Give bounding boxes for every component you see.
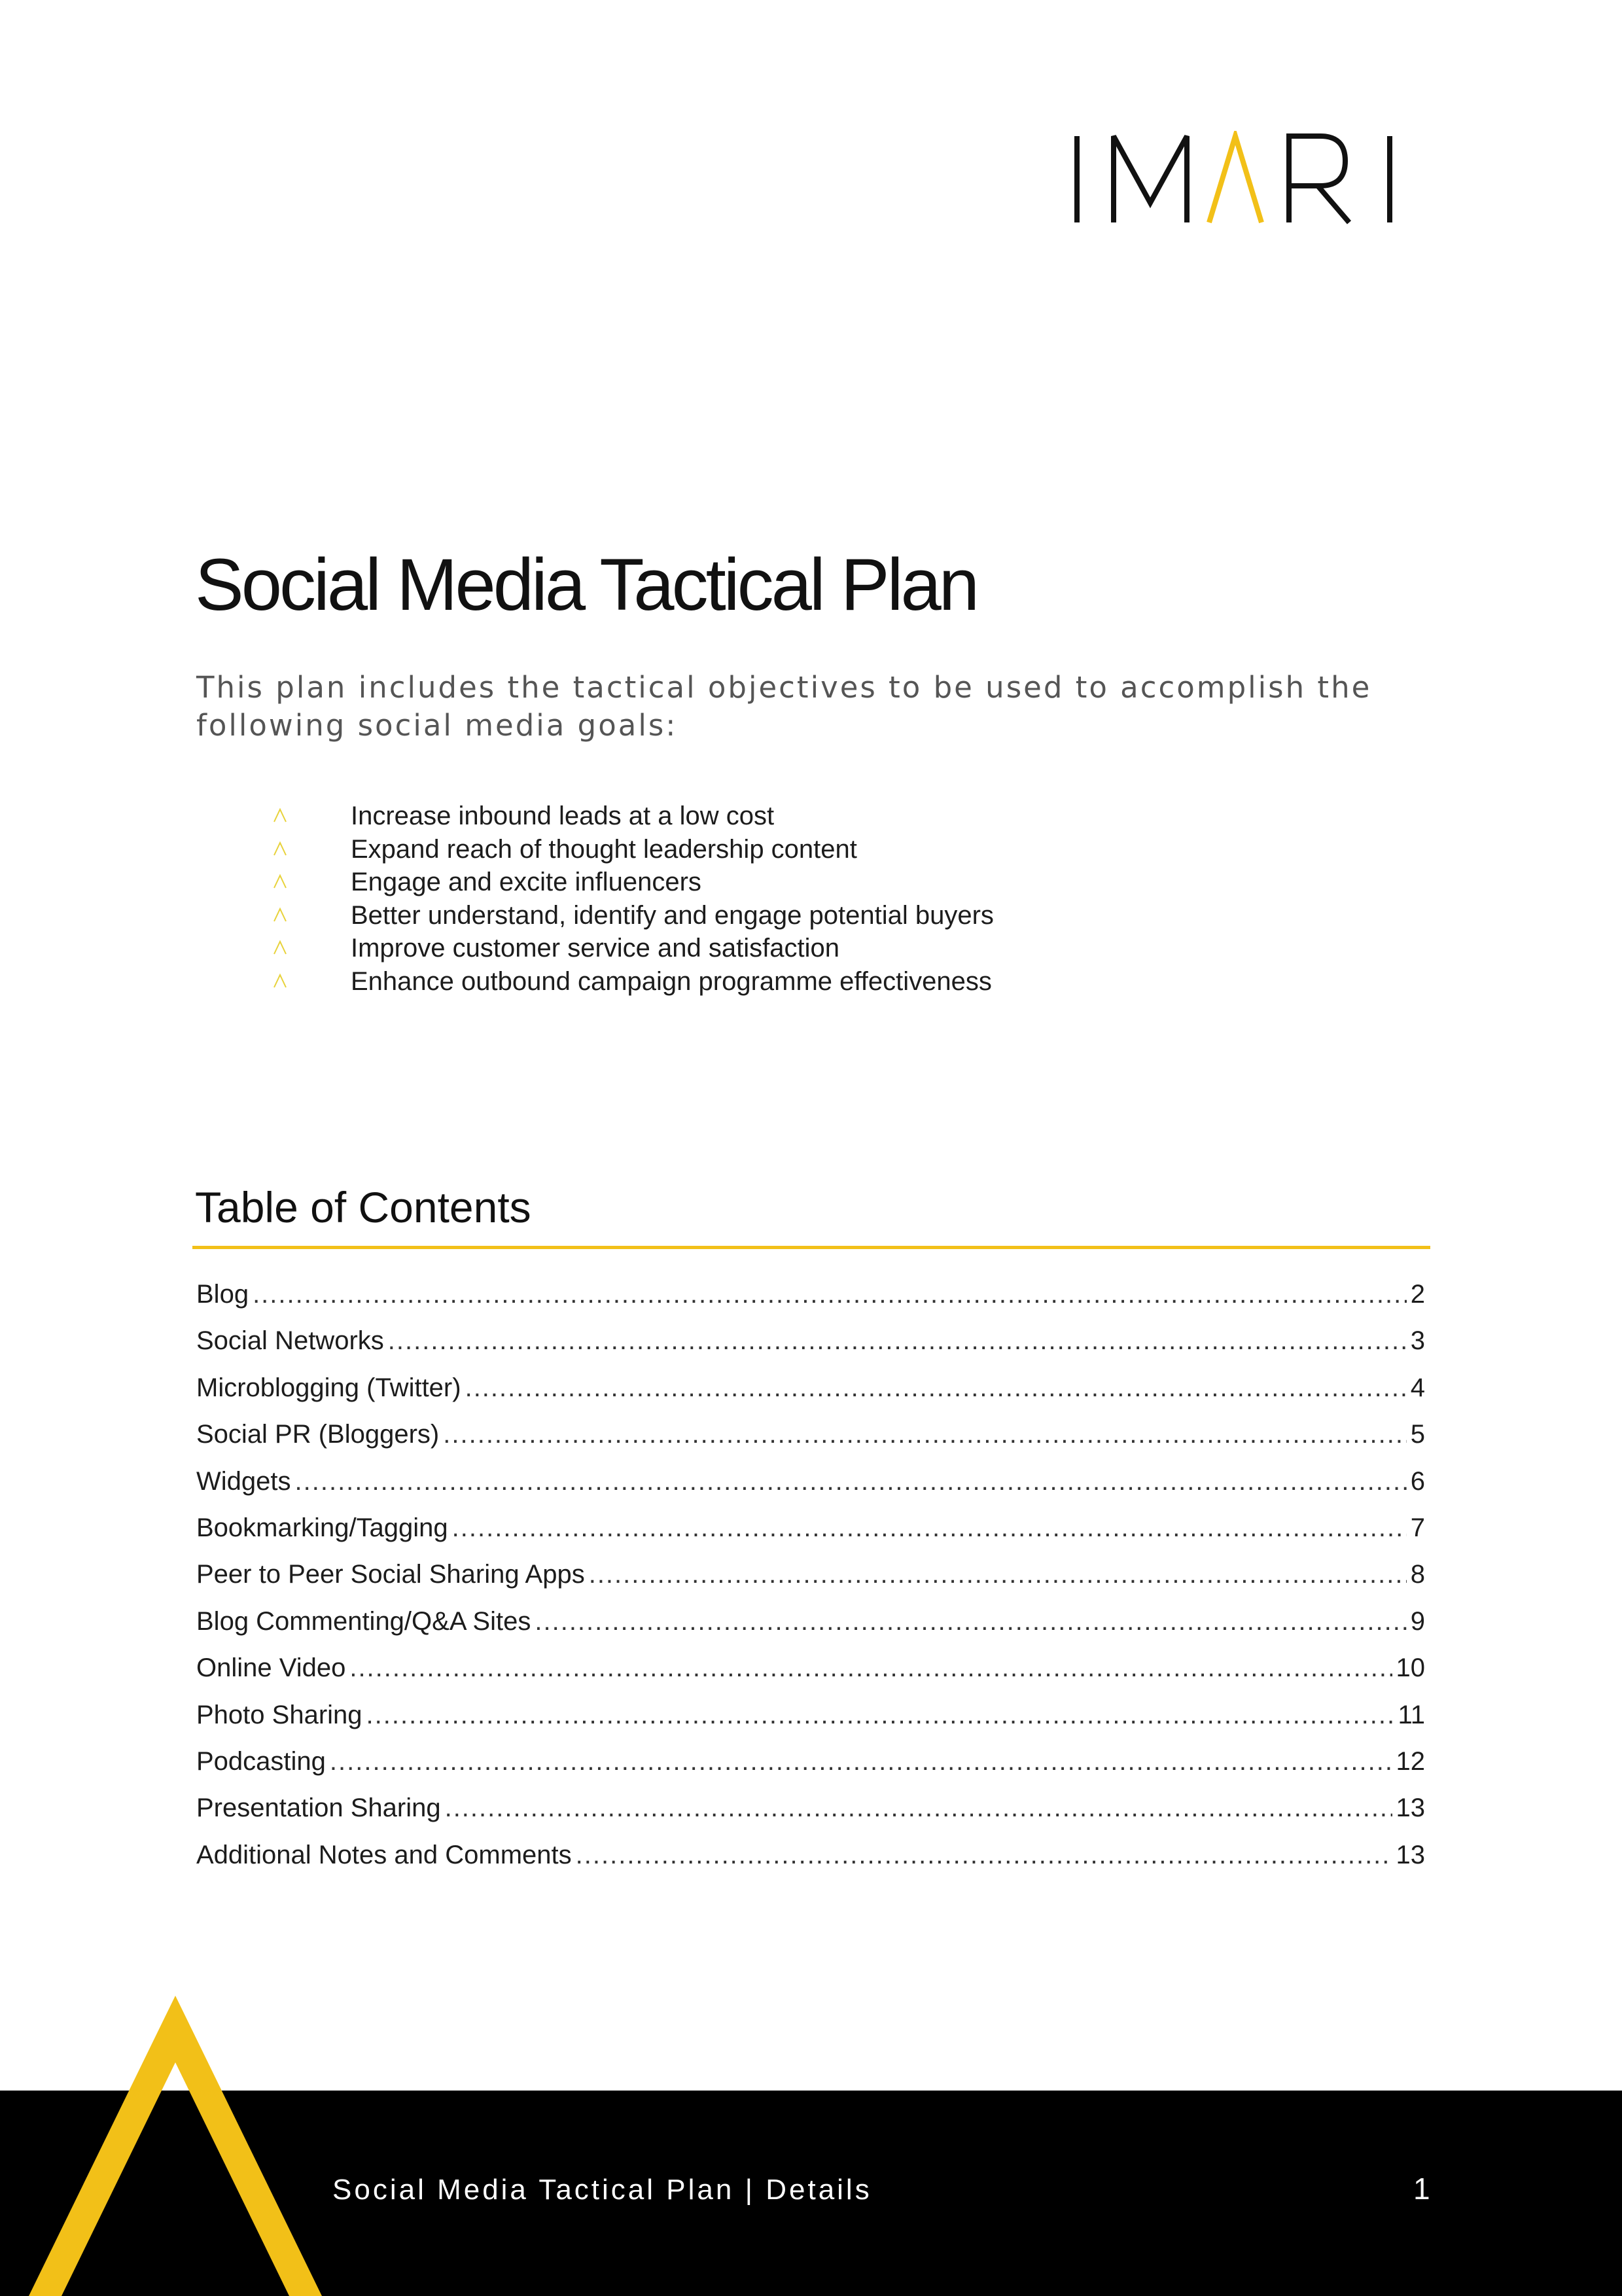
toc-entry-page: 7 xyxy=(1410,1513,1425,1542)
toc-entry-page: 6 xyxy=(1410,1466,1425,1496)
toc-entry[interactable] xyxy=(196,1508,1425,1555)
caret-up-icon xyxy=(272,841,288,857)
toc-leader-dots xyxy=(576,1835,1392,1875)
toc-entry[interactable] xyxy=(196,1602,1425,1648)
goal-text: Improve customer service and satisfaction xyxy=(351,934,839,963)
imari-logo xyxy=(1073,131,1394,229)
toc-entry-page: 4 xyxy=(1410,1373,1425,1402)
goal-text: Enhance outbound campaign programme effectiveness xyxy=(351,966,992,996)
chevron-accent-icon xyxy=(0,1989,340,2296)
toc-leader-dots xyxy=(452,1508,1407,1547)
toc-entry-label: Blog Commenting/Q&A Sites xyxy=(196,1606,531,1636)
goals-list xyxy=(268,800,994,998)
intro-paragraph: This plan includes the tactical objectives to be used to accomplish the following social media goals: xyxy=(196,670,1372,743)
toc-entry-label: Bookmarking/Tagging xyxy=(196,1513,448,1542)
toc-leader-dots xyxy=(535,1602,1406,1641)
toc-entry[interactable] xyxy=(196,1368,1425,1415)
toc-leader-dots xyxy=(253,1275,1407,1314)
toc-entry-page: 2 xyxy=(1410,1280,1425,1309)
toc-entry[interactable] xyxy=(196,1742,1425,1788)
goal-item xyxy=(268,800,994,833)
toc-entry-page: 12 xyxy=(1396,1746,1425,1776)
toc-entry-label: Peer to Peer Social Sharing Apps xyxy=(196,1560,585,1589)
document-title: Social Media Tactical Plan xyxy=(195,544,978,626)
toc-entry[interactable] xyxy=(196,1462,1425,1508)
toc-leader-dots xyxy=(589,1555,1407,1594)
toc-entry-page: 8 xyxy=(1410,1560,1425,1589)
goal-text: Better understand, identify and engage potential buyers xyxy=(351,900,994,930)
goal-text: Expand reach of thought leadership content xyxy=(351,834,857,864)
toc-entry-label: Widgets xyxy=(196,1466,291,1496)
toc-entry[interactable] xyxy=(196,1555,1425,1601)
goal-item xyxy=(268,833,994,866)
toc-leader-dots xyxy=(349,1648,1392,1687)
toc-entry-label: Photo Sharing xyxy=(196,1700,362,1729)
caret-up-icon xyxy=(272,874,288,889)
page-number: 1 xyxy=(1413,2172,1430,2206)
goal-item xyxy=(268,965,994,998)
toc-leader-dots xyxy=(330,1742,1392,1781)
toc-title: Table of Contents xyxy=(195,1183,531,1231)
toc-entry-label: Social Networks xyxy=(196,1326,384,1356)
toc-entry[interactable] xyxy=(196,1275,1425,1321)
toc-entry-label: Presentation Sharing xyxy=(196,1793,441,1823)
caret-up-icon xyxy=(272,907,288,923)
toc-entry-page: 9 xyxy=(1410,1606,1425,1636)
toc-entry-page: 13 xyxy=(1396,1793,1425,1823)
toc-entry-page: 5 xyxy=(1410,1420,1425,1449)
toc-leader-dots xyxy=(388,1321,1407,1360)
goal-item xyxy=(268,932,994,965)
toc-entry[interactable] xyxy=(196,1835,1425,1882)
toc-entry-label: Blog xyxy=(196,1280,249,1309)
footer-title: Social Media Tactical Plan | Details xyxy=(332,2174,872,2206)
toc-entry-label: Podcasting xyxy=(196,1746,326,1776)
toc-entry-label: Microblogging (Twitter) xyxy=(196,1373,461,1402)
toc-entry[interactable] xyxy=(196,1695,1425,1742)
toc-entry-label: Additional Notes and Comments xyxy=(196,1840,572,1869)
caret-up-icon xyxy=(272,807,288,823)
goal-text: Increase inbound leads at a low cost xyxy=(351,802,775,830)
toc-leader-dots xyxy=(295,1462,1407,1501)
toc-entry-page: 10 xyxy=(1396,1653,1425,1683)
caret-up-icon xyxy=(272,940,288,955)
toc-entry-label: Social PR (Bloggers) xyxy=(196,1420,440,1449)
goal-text: Engage and excite influencers xyxy=(351,868,701,896)
toc-leader-dots xyxy=(443,1415,1407,1454)
toc-leader-dots xyxy=(445,1788,1392,1828)
toc-entry[interactable] xyxy=(196,1321,1425,1368)
toc-entry-page: 11 xyxy=(1398,1700,1425,1729)
goal-item xyxy=(268,899,994,932)
goal-item xyxy=(268,866,994,899)
toc-entry[interactable] xyxy=(196,1788,1425,1835)
toc-entry[interactable] xyxy=(196,1648,1425,1695)
toc-entry-page: 13 xyxy=(1396,1840,1425,1869)
toc-entry[interactable] xyxy=(196,1415,1425,1461)
toc-leader-dots xyxy=(465,1368,1407,1407)
toc-leader-dots xyxy=(366,1695,1394,1735)
toc-divider xyxy=(192,1246,1430,1249)
toc-entry-label: Online Video xyxy=(196,1653,346,1683)
table-of-contents xyxy=(196,1275,1425,1882)
toc-entry-page: 3 xyxy=(1410,1326,1425,1356)
caret-up-icon xyxy=(272,973,288,989)
